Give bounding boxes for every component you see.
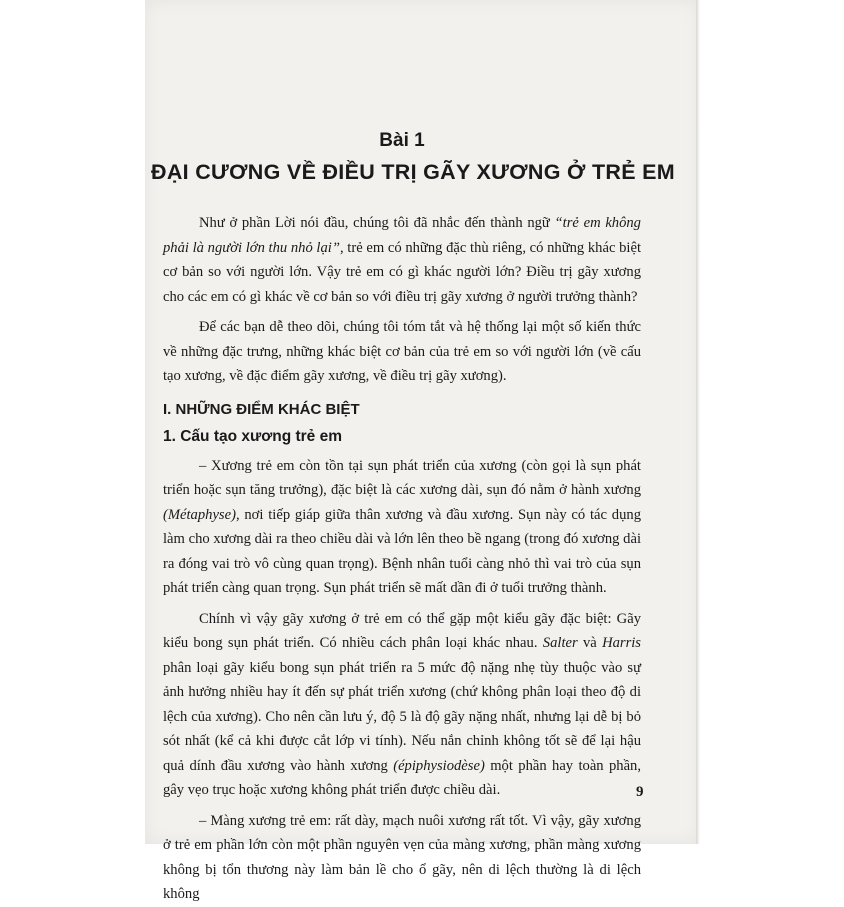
body-paragraph-2 bbox=[163, 607, 641, 803]
chapter-title: ĐẠI CƯƠNG VỀ ĐIỀU TRỊ GÃY XƯƠNG Ở TRẺ EM bbox=[151, 160, 675, 184]
body-p4-text-b: phân loại gãy kiểu bong sụn phát triển ra 5 mức độ nặng nhẹ tùy thuộc vào sự ảnh hưởng nhiều hay ít đến sự phát triển xương (chứ không phân loại theo độ di lệch của xương). Cho nên cần lưu ý, độ 5 là độ gãy nặng nhất, nhưng lại dễ bị bỏ sót nhất (kể cả khi được cắt lớp vi tính). Nếu nắn chỉnh không tốt sẽ để lại hậu quả dính đầu xương vào hành xương bbox=[163, 659, 641, 774]
name-salter: Salter bbox=[542, 635, 578, 651]
term-metaphyse: (Métaphyse) bbox=[163, 506, 236, 523]
page-number: 9 bbox=[636, 784, 644, 800]
body-p4-text-c: một phần hay toàn phần, gây vẹo trục hoặc xương không phát triển được chiều dài. bbox=[163, 757, 641, 798]
body-p3-text-b: , nơi tiếp giáp giữa thân xương và đầu xương. Sụn này có tác dụng làm cho xương dài ra theo chiều dài và lớn lên theo bề ngang (trong đó xương dài ra đóng vai trò vô cùng quan trọng). Bệnh nhân tuổi càng nhỏ thì vai trò của sụn phát triển càng quan trọng. Sụn phát triển sẽ mất dần đi ở tuổi trưởng thành. bbox=[163, 506, 641, 596]
body-p4-and: và bbox=[577, 635, 603, 651]
intro-quote: “trẻ em không phải là người lớn thu nhỏ lại” bbox=[163, 215, 641, 256]
page-content bbox=[151, 118, 675, 907]
lesson-label: Bài 1 bbox=[379, 130, 425, 151]
page-edge bbox=[696, 0, 700, 844]
body-p3-text-a: – Xương trẻ em còn tồn tại sụn phát triển của xương (còn gọi là sụn phát triển hoặc sụn tăng trưởng), đặc biệt là các xương dài, sụn đó nằm ở hành xương bbox=[163, 457, 641, 498]
intro-paragraph-2: Để các bạn dễ theo dõi, chúng tôi tóm tắt và hệ thống lại một số kiến thức về những đặc trưng, những khác biệt cơ bản của trẻ em so với người lớn (về cấu tạo xương, về đặc điểm gãy xương, về điều trị gãy xương). bbox=[163, 319, 641, 384]
body-p4-text-a: Chính vì vậy gãy xương ở trẻ em có thể gặp một kiểu gãy đặc biệt: Gãy kiểu bong sụn phát triển. Có nhiều cách phân loại khác nhau. bbox=[163, 610, 641, 651]
intro-text-a: Như ở phần Lời nói đầu, chúng tôi đã nhắc đến thành ngữ bbox=[199, 215, 555, 231]
name-harris: Harris bbox=[602, 635, 641, 651]
section-heading: I. NHỮNG ĐIỂM KHÁC BIỆT bbox=[163, 400, 360, 418]
body-paragraph-1 bbox=[163, 454, 641, 601]
term-epiphysiodese: (épiphysiodèse) bbox=[393, 757, 485, 774]
subsection-heading: 1. Cấu tạo xương trẻ em bbox=[163, 427, 343, 445]
intro-text-b: , trẻ em có những đặc thù riêng, có những khác biệt cơ bản so với người lớn. Vậy trẻ em có gì khác người lớn? Điều trị gãy xương cho các em có gì khác về cơ bản so với điều trị gãy xương ở người trưởng thành? bbox=[163, 239, 641, 305]
body-paragraph-3: – Màng xương trẻ em: rất dày, mạch nuôi xương rất tốt. Vì vậy, gãy xương ở trẻ em phần lớn còn một phần nguyên vẹn của màng xương, phần màng xương không bị tổn thương này làm bản lề cho ổ gãy, nên di lệch thường là di lệch không bbox=[163, 812, 641, 902]
intro-paragraph-1 bbox=[163, 211, 641, 309]
